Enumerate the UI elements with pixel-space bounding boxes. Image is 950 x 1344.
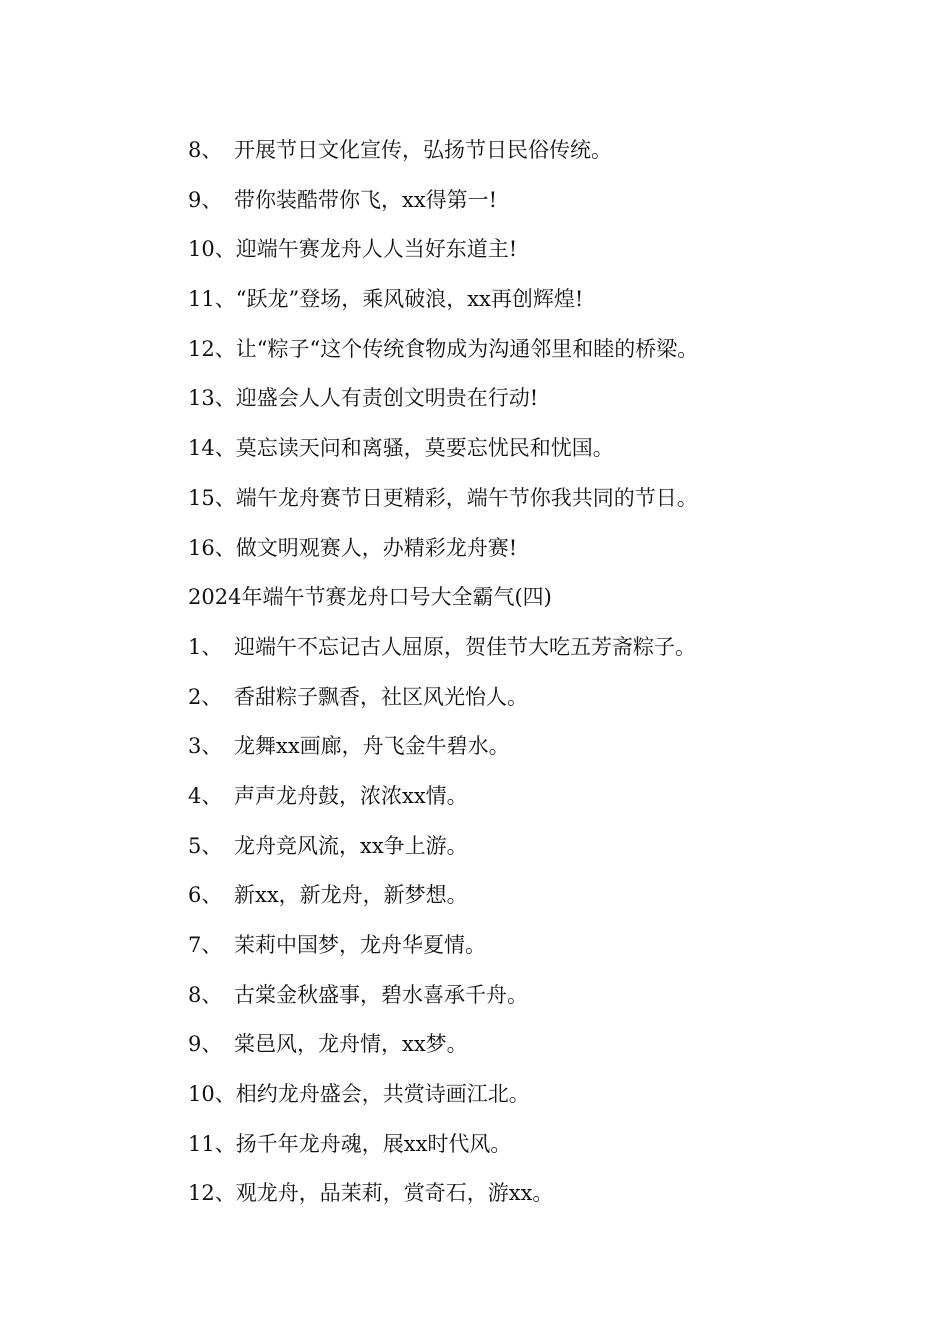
item-text: 开展节日文化宣传，弘扬节日民俗传统。 xyxy=(234,138,612,162)
list-item xyxy=(188,673,888,723)
item-number: 12、 xyxy=(188,336,236,361)
list-item xyxy=(188,822,888,872)
item-text: 迎端午赛龙舟人人当好东道主! xyxy=(235,237,518,262)
list-item xyxy=(188,1020,888,1070)
item-number: 4、 xyxy=(188,783,223,808)
list-item xyxy=(188,225,888,275)
section-heading xyxy=(188,573,888,623)
item-text: 棠邑风，龙舟情，xx梦。 xyxy=(234,1032,468,1057)
item-text: 龙舞xx画廊，舟飞金牛碧水。 xyxy=(234,734,510,759)
item-number: 12、 xyxy=(188,1181,236,1206)
item-text: 让“粽子“这个传统食物成为沟通邻里和睦的桥梁。 xyxy=(235,336,699,361)
item-number: 2、 xyxy=(188,684,223,709)
list-item xyxy=(188,871,888,921)
item-number: 7、 xyxy=(188,933,223,957)
list-item xyxy=(188,176,888,226)
item-text: 新xx，新龙舟，新梦想。 xyxy=(234,883,468,908)
list-item xyxy=(188,772,888,822)
item-text: 声声龙舟鼓，浓浓xx情。 xyxy=(234,783,468,808)
item-text: 迎端午不忘记古人屈原，贺佳节大吃五芳斋粽子。 xyxy=(234,634,696,659)
list-item xyxy=(188,374,888,424)
item-number: 14、 xyxy=(188,436,236,461)
item-number: 16、 xyxy=(188,535,236,560)
list-item xyxy=(188,722,888,772)
list-item xyxy=(188,1169,888,1219)
item-number: 8、 xyxy=(188,138,223,162)
item-text: 香甜粽子飘香，社区风光怡人。 xyxy=(234,684,528,709)
list-item xyxy=(188,1070,888,1120)
item-text: 带你装酷带你飞，xx得第一! xyxy=(234,187,498,212)
item-number: 10、 xyxy=(188,237,236,262)
item-text: 古棠金秋盛事，碧水喜承千舟。 xyxy=(234,982,528,1007)
list-item xyxy=(188,325,888,375)
item-text: 观龙舟，品茉莉，赏奇石，游xx。 xyxy=(235,1181,554,1206)
list-item xyxy=(188,524,888,574)
item-number: 11、 xyxy=(188,1131,236,1156)
list-item xyxy=(188,275,888,325)
list-item xyxy=(188,126,888,176)
list-item xyxy=(188,1120,888,1170)
section-heading-text: 2024年端午节赛龙舟口号大全霸气(四) xyxy=(188,585,552,610)
item-number: 3、 xyxy=(188,734,223,759)
item-text: 做文明观赛人，办精彩龙舟赛! xyxy=(235,535,518,560)
item-number: 1、 xyxy=(188,634,223,659)
item-text: “跃龙”登场，乘风破浪，xx再创辉煌! xyxy=(235,287,584,312)
slogan-list xyxy=(188,126,888,1219)
item-number: 9、 xyxy=(188,187,223,212)
item-text: 茉莉中国梦，龙舟华夏情。 xyxy=(234,933,486,957)
item-text: 迎盛会人人有责创文明贵在行动! xyxy=(235,386,539,411)
list-item xyxy=(188,474,888,524)
list-item xyxy=(188,424,888,474)
item-text: 龙舟竞风流，xx争上游。 xyxy=(234,833,468,858)
item-text: 莫忘读天问和离骚，莫要忘忧民和忧国。 xyxy=(235,436,614,461)
item-number: 15、 xyxy=(188,485,236,510)
item-number: 13、 xyxy=(188,386,236,411)
list-item xyxy=(188,971,888,1021)
item-number: 6、 xyxy=(188,883,223,908)
item-number: 9、 xyxy=(188,1032,223,1057)
item-text: 端午龙舟赛节日更精彩，端午节你我共同的节日。 xyxy=(235,485,698,510)
item-number: 5、 xyxy=(188,833,223,858)
item-text: 相约龙舟盛会，共赏诗画江北。 xyxy=(235,1082,530,1107)
item-text: 扬千年龙舟魂，展xx时代风。 xyxy=(235,1131,512,1156)
list-item xyxy=(188,623,888,673)
list-item xyxy=(188,921,888,971)
item-number: 11、 xyxy=(188,287,236,312)
item-number: 8、 xyxy=(188,982,223,1007)
item-number: 10、 xyxy=(188,1082,236,1107)
